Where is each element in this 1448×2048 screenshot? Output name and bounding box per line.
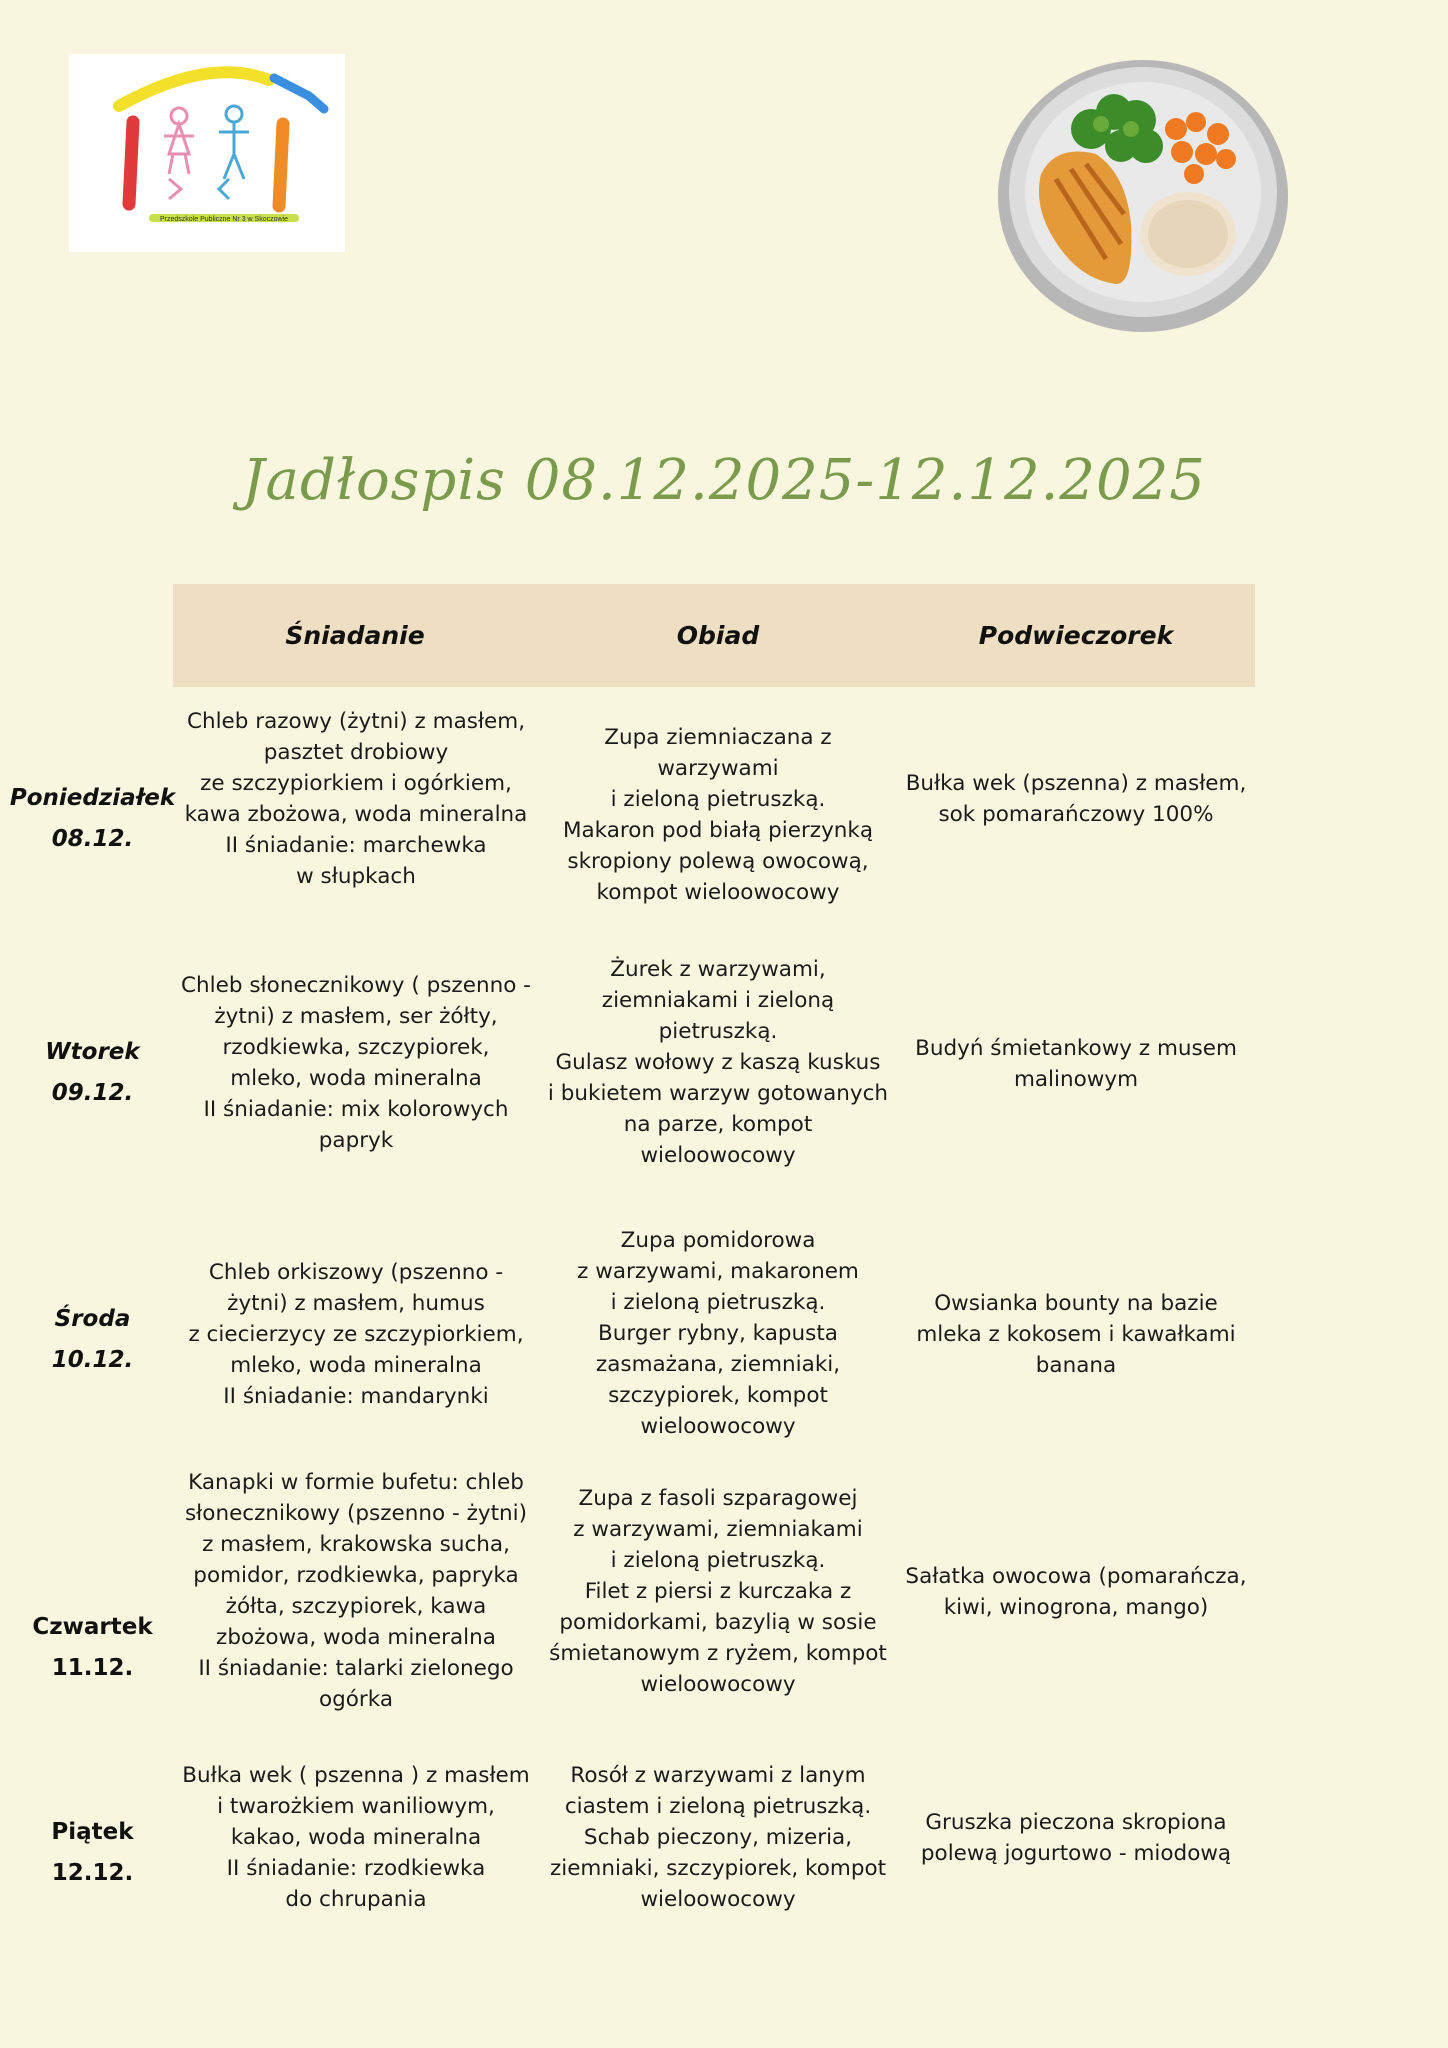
food-plate-image <box>996 54 1290 334</box>
monday-breakfast: Chleb razowy (żytni) z masłem, pasztet drobiowy ze szczypiorkiem i ogórkiem, kawa zbożowa, woda mineralna II śniadanie: marchewka w słupkach <box>184 709 528 889</box>
day-label-friday: Piątek 12.12. <box>51 1819 134 1886</box>
preschool-logo <box>69 54 345 252</box>
plate-icon <box>996 54 1290 334</box>
friday-breakfast: Bułka wek ( pszenna ) z masłem i twarożkiem waniliowym, kakao, woda mineralna II śniadanie: rzodkiewka do chrupania <box>182 1763 530 1912</box>
house-logo-icon <box>69 54 345 252</box>
svg-text:Przedszkole Publiczne Nr 3 w S: Przedszkole Publiczne Nr 3 w Skoczowie <box>160 216 288 223</box>
wednesday-breakfast: Chleb orkiszowy (pszenno - żytni) z masłem, humus z ciecierzycy ze szczypiorkiem, mleko, woda mineralna II śniadanie: mandarynki <box>188 1260 524 1409</box>
tuesday-breakfast: Chleb słonecznikowy ( pszenno - żytni) z masłem, ser żółty, rzodkiewka, szczypiorek, mleko, woda mineralna II śniadanie: mix kolorowych papryk <box>181 973 531 1153</box>
column-header-breakfast: Śniadanie <box>285 621 425 650</box>
thursday-breakfast: Kanapki w formie bufetu: chleb słonecznikowy (pszenno - żytni) z masłem, krakowska sucha, pomidor, rzodkiewka, papryka żółta, szczypiorek, kawa zbożowa, woda mineralna II śniadanie: talarki zielonego ogórka <box>184 1470 528 1712</box>
day-label-monday: Poniedziałek 08.12. <box>9 785 176 852</box>
thursday-snack: Sałatka owocowa (pomarańcza, kiwi, winogrona, mango) <box>905 1564 1247 1620</box>
wednesday-snack: Owsianka bounty na bazie mleka z kokosem i kawałkami banana <box>916 1291 1236 1378</box>
page-title: Jadłospis 08.12.2025-12.12.2025 <box>242 448 1206 513</box>
friday-lunch: Rosół z warzywami z lanym ciastem i zieloną pietruszką. Schab pieczony, mizeria, ziemniaki, szczypiorek, kompot wieloowocowy <box>549 1763 887 1912</box>
tuesday-snack: Budyń śmietankowy z musem malinowym <box>915 1036 1237 1092</box>
tuesday-lunch: Żurek z warzywami, ziemniakami i zieloną pietruszką. Gulasz wołowy z kaszą kuskus i bukietem warzyw gotowanych na parze, kompot wieloowocowy <box>547 957 889 1168</box>
monday-lunch: Zupa ziemniaczana z warzywami i zieloną pietruszką. Makaron pod białą pierzynką skropiony polewą owocową, kompot wieloowocowy <box>562 725 874 905</box>
friday-snack: Gruszka pieczona skropiona polewą jogurtowo - miodową <box>920 1810 1232 1866</box>
day-label-thursday: Czwartek 11.12. <box>32 1614 153 1681</box>
monday-snack: Bułka wek (pszenna) z masłem, sok pomarańczowy 100% <box>905 771 1247 827</box>
column-header-lunch: Obiad <box>676 621 760 650</box>
day-label-tuesday: Wtorek 09.12. <box>45 1039 140 1106</box>
thursday-lunch: Zupa z fasoli szparagowej z warzywami, ziemniakami i zieloną pietruszką. Filet z piersi z kurczaka z pomidorkami, bazylią w sosie śmietanowym z ryżem, kompot wieloowocowy <box>549 1486 887 1697</box>
column-header-snack: Podwieczorek <box>978 621 1174 650</box>
day-label-wednesday: Środa 10.12. <box>51 1306 134 1373</box>
wednesday-lunch: Zupa pomidorowa z warzywami, makaronem i zieloną pietruszką. Burger rybny, kapusta zasmażana, ziemniaki, szczypiorek, kompot wieloowocowy <box>577 1228 859 1439</box>
